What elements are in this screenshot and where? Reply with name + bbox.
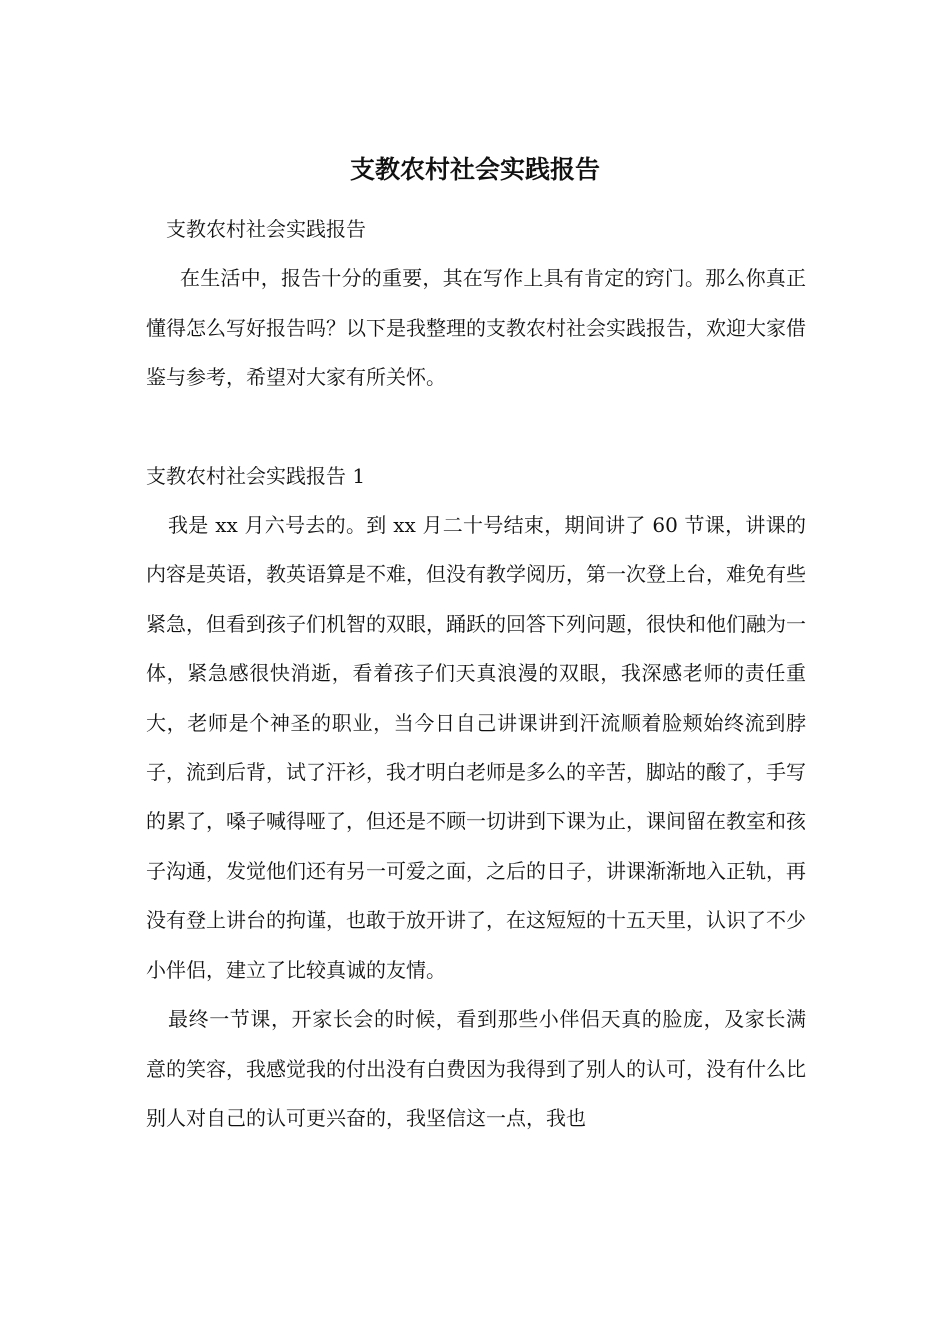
document-title: 支教农村社会实践报告 (349, 155, 600, 184)
document-body (146, 205, 806, 1143)
document-subtitle: 支教农村社会实践报告 (166, 217, 366, 241)
blank-line (146, 403, 806, 452)
section-heading: 支教农村社会实践报告 1 (146, 463, 366, 488)
body-paragraph-2: 最终一节课，开家长会的时候，看到那些小伴侣天真的脸庞，及家长满意的笑容，我感觉我的付出没有白费因为我得到了别人的认可，没有什么比别人对自己的认可更兴奋的，我坚信这一点，我也 (146, 1007, 806, 1130)
body-paragraph-1: 我是 xx 月六号去的。到 xx 月二十号结束，期间讲了 60 节课，讲课的内容是英语，教英语算是不难，但没有教学阅历，第一次登上台，难免有些紧急，但看到孩子们机智的双眼，踊跃的回答下列问题，很快和他们融为一体，紧急感很快消逝，看着孩子们天真浪漫的双眼，我深感老师的责任重大，老师是个神圣的职业，当今日自己讲课讲到汗流顺着脸颊始终流到脖子，流到后背，试了汗衫，我才明白老师是多么的辛苦，脚站的酸了，手写的累了，嗓子喊得哑了，但还是不顾一切讲到下课为止，课间留在教室和孩子沟通，发觉他们还有另一可爱之面，之后的日子，讲课渐渐地入正轨，再没有登上讲台的拘谨，也敢于放开讲了，在这短短的十五天里，认识了不少小伴侣，建立了比较真诚的友情。 (146, 513, 806, 982)
intro-paragraph: 在生活中，报告十分的重要，其在写作上具有肯定的窍门。那么你真正懂得怎么写好报告吗？以下是我整理的支教农村社会实践报告，欢迎大家借鉴与参考，希望对大家有所关怀。 (146, 266, 806, 390)
